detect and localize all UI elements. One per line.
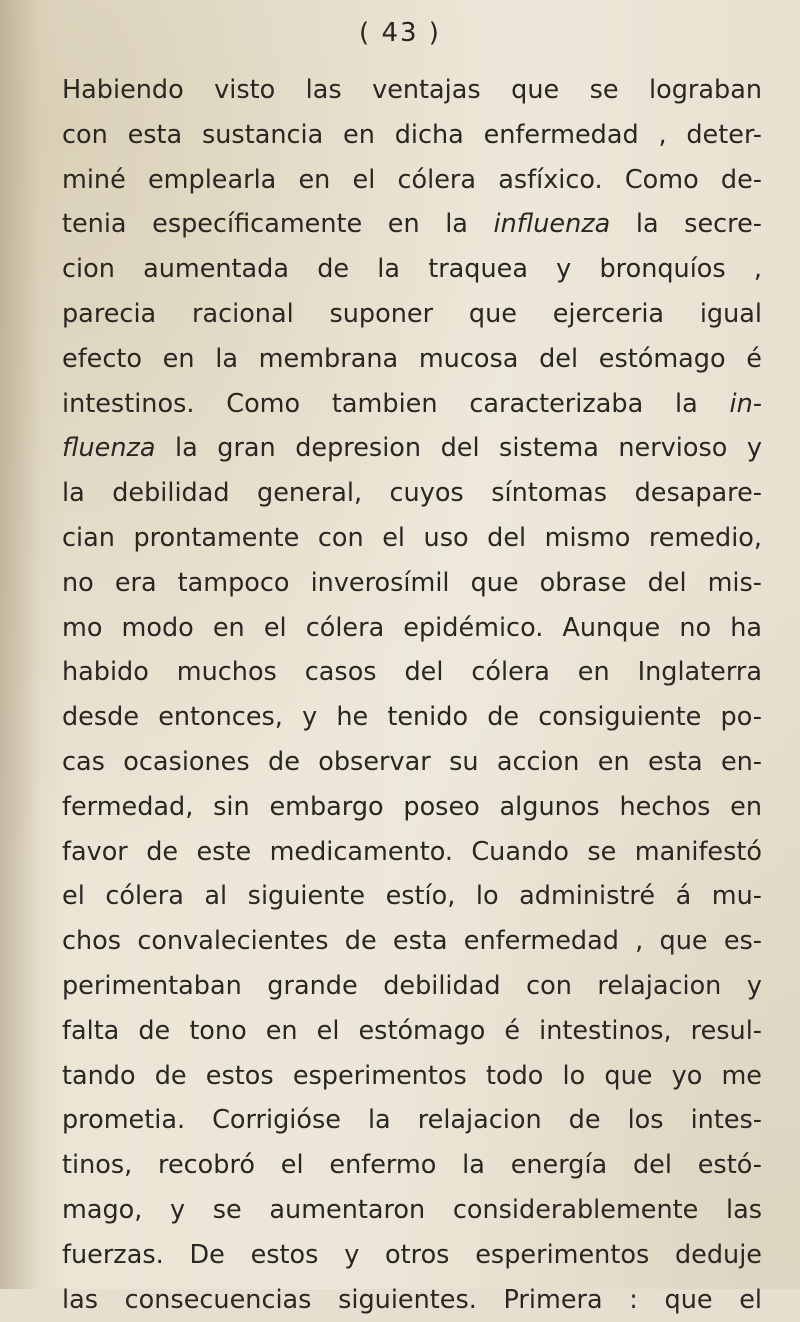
text-line: las consecuencias siguientes. Primera : que el xyxy=(62,1284,762,1315)
text-line: favor de este medicamento. Cuando se manifestó xyxy=(62,836,762,867)
text-line: tando de estos esperimentos todo lo que yo me xyxy=(62,1060,762,1091)
text-line: tenia específicamente en la influenza la secre- xyxy=(62,209,762,240)
body-text xyxy=(62,68,762,1322)
text-line: fluenza la gran depresion del sistema nervioso y xyxy=(62,433,762,464)
page-edge-shadow xyxy=(0,0,40,1289)
text-line: habido muchos casos del cólera en Inglaterra xyxy=(62,657,762,688)
text-line: miné emplearla en el cólera asfíxico. Como de- xyxy=(62,164,762,195)
italic-term: fluenza xyxy=(62,433,156,464)
text-line: fuerzas. De estos y otros esperimentos deduje xyxy=(62,1239,762,1270)
text-line: Habiendo visto las ventajas que se lograban xyxy=(62,75,762,105)
text-line: la debilidad general, cuyos síntomas desapare- xyxy=(62,478,762,509)
text-line: no era tampoco inverosímil que obrase del mis- xyxy=(62,567,762,598)
italic-term: influenza xyxy=(493,209,611,240)
text-line: cion aumentada de la traquea y bronquíos , xyxy=(62,254,762,285)
text-line: prometia. Corrigióse la relajacion de los intes- xyxy=(62,1105,762,1136)
text-line: falta de tono en el estómago é intestinos, resul- xyxy=(62,1015,762,1046)
italic-term: in- xyxy=(729,388,762,419)
text-line: cas ocasiones de observar su accion en esta en- xyxy=(62,746,762,777)
text-line: el cólera al siguiente estío, lo administré á mu- xyxy=(62,881,762,912)
text-line: fermedad, sin embargo poseo algunos hechos en xyxy=(62,791,762,822)
text-line: efecto en la membrana mucosa del estómago é xyxy=(62,343,762,374)
text-line: cian prontamente con el uso del mismo remedio, xyxy=(62,522,762,553)
text-line: mo modo en el cólera epidémico. Aunque no ha xyxy=(62,612,762,643)
page-number: ( 43 ) xyxy=(359,18,441,48)
text-line: tinos, recobró el enfermo la energía del estó- xyxy=(62,1150,762,1181)
text-line: con esta sustancia en dicha enfermedad , deter- xyxy=(62,119,762,150)
text-line: intestinos. Como tambien caracterizaba la in- xyxy=(62,388,762,419)
text-line: perimentaban grande debilidad con relajacion y xyxy=(62,970,762,1001)
text-line: mago, y se aumentaron considerablemente las xyxy=(62,1194,762,1225)
text-line: desde entonces, y he tenido de consiguiente po- xyxy=(62,702,762,733)
text-line: chos convalecientes de esta enfermedad , que es- xyxy=(62,926,762,957)
text-line: parecia racional suponer que ejerceria igual xyxy=(62,298,762,329)
